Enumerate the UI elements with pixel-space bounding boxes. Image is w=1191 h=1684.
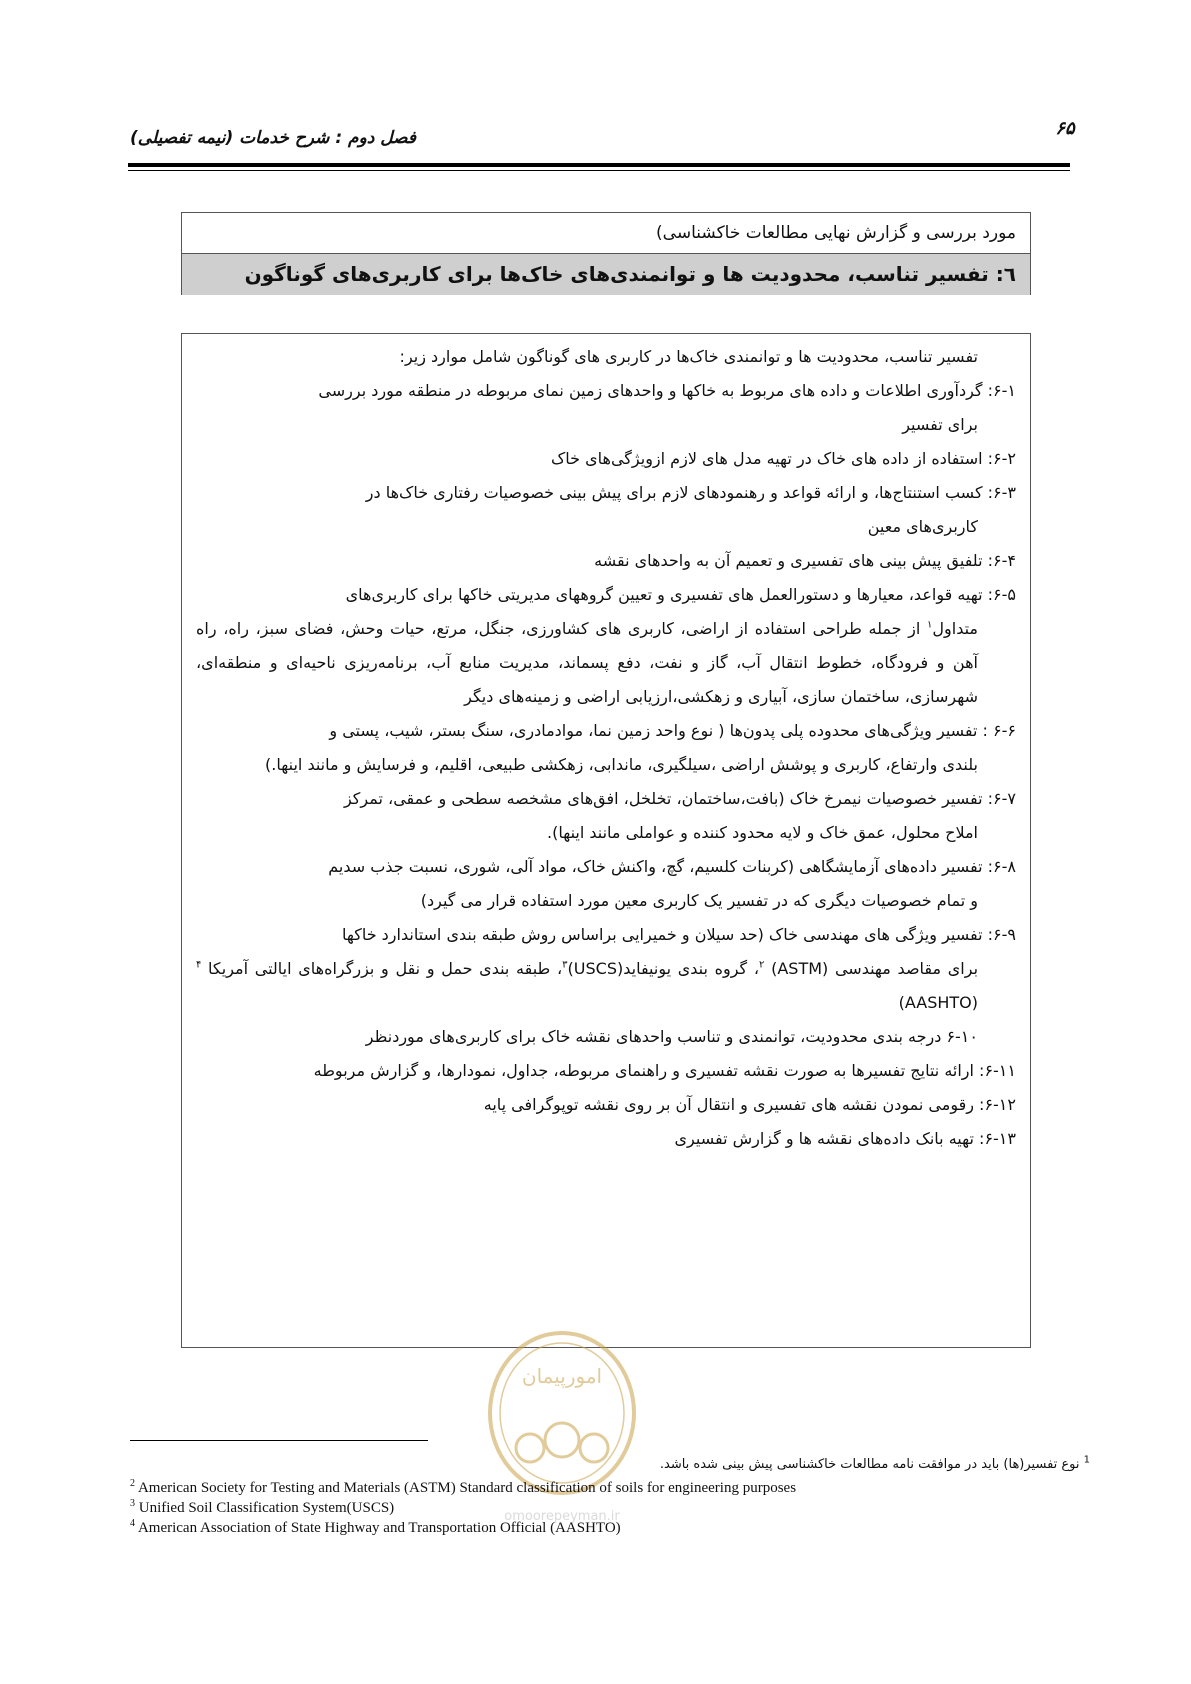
watermark-url: omoorepeyman.ir (504, 1509, 620, 1524)
header-rule-thin (128, 170, 1070, 171)
footnote-3 (130, 1498, 1090, 1518)
item-first-line: ۶-۱۱: ارائه نتایج تفسیرها به صورت نقشه تفسیری و راهنمای مربوطه، جداول، نمودارها، و گزارش مربوطه (313, 1061, 1016, 1080)
item-continuation: برای تفسیر (902, 415, 978, 434)
item-text: برای مقاصد مهندسی (ASTM) (764, 959, 979, 978)
item-continuation (196, 952, 1016, 1020)
list-item (196, 782, 1016, 850)
item-first-line: ۶-۱: گردآوری اطلاعات و داده های مربوط به خاکها و واحدهای زمین نمای مربوطه در منطقه مورد بررسی (318, 381, 1016, 400)
item-first-line: ۶-۲: استفاده از داده های خاک در تهیه مدل های لازم ازویژگی‌های خاک (550, 449, 1016, 468)
item-first-line: ۶-۶ : تفسیر ویژگی‌های محدوده پلی پدون‌ها ( نوع واحد زمین نما، موادمادری، سنگ بستر، شیب، پستی و (329, 721, 1016, 740)
page-number: ۶۵ (1055, 118, 1075, 139)
content-intro: تفسیر تناسب، محدودیت ها و توانمندی خاک‌ها در کاربری های گوناگون شامل موارد زیر: (399, 347, 978, 366)
list-item (196, 374, 1016, 442)
footnote-text: American Society for Testing and Materials (ASTM) Standard classification of soils for engineering purposes (137, 1480, 797, 1496)
item-continuation: املاح محلول، عمق خاک و لایه محدود کننده و عواملی مانند اینها). (546, 823, 978, 842)
item-first-line: ۶-۹: تفسیر ویژگی های مهندسی خاک (حد سیلان و خمیرایی براساس روش طبقه بندی استاندارد خاکها (341, 925, 1016, 944)
list-item (196, 1122, 1016, 1156)
item-first-line: ۶-۱۳: تهیه بانک داده‌های نقشه ها و گزارش تفسیری (674, 1129, 1016, 1148)
footnote-text: Unified Soil Classification System(USCS) (138, 1500, 395, 1516)
section-continuation: مورد بررسی و گزارش نهایی مطالعات خاکشناسی) (656, 223, 1016, 243)
footnote-4 (130, 1518, 1090, 1538)
footnote-ref[interactable]: ۱ (927, 619, 933, 631)
footnote-mark: 3 (130, 1498, 135, 1509)
list-item (196, 1088, 1016, 1122)
footnote-mark: 2 (130, 1478, 135, 1489)
footnote-mark: 1 (1083, 1454, 1090, 1466)
footnote-text: American Association of State Highway and Transportation Official (AASHTO) (137, 1520, 621, 1536)
footnote-mark: 4 (130, 1518, 135, 1529)
footnote-1 (130, 1452, 1090, 1478)
footnotes (130, 1452, 1090, 1538)
section-box (181, 212, 1031, 295)
footnote-rule (130, 1440, 428, 1441)
content-box (181, 333, 1031, 1348)
item-continuation: بلندی وارتفاع، کاربری و پوشش اراضی ،سیلگیری، ماندابی، زهکشی طبیعی، اقلیم، و فرسایش و مانند اینها.) (265, 755, 978, 774)
list-item (196, 714, 1016, 782)
list-item (196, 1020, 1016, 1054)
item-continuation: و تمام خصوصیات دیگری که در تفسیر یک کاربری معین مورد استفاده قرار می گیرد) (420, 891, 978, 910)
footnote-text: نوع تفسیر(ها) باید در موافقت نامه مطالعات خاکشناسی پیش بینی شده باشد. (659, 1457, 1080, 1472)
item-first-line: ۶-۷: تفسیر خصوصیات نیمرخ خاک (بافت،ساختمان، تخلخل، افق‌های مشخصه سطحی و عمقی، تمرکز (343, 789, 1016, 808)
header-rule (128, 163, 1070, 167)
footnote-ref[interactable]: ۴ (196, 959, 202, 971)
item-first-line: ۶-۱۰ درجه بندی محدودیت، توانمندی و تناسب واحدهای نقشه خاک برای کاربری‌های موردنظر (365, 1027, 978, 1046)
list-item (196, 578, 1016, 714)
item-first-line: ۶-۸: تفسیر داده‌های آزمایشگاهی (کربنات کلسیم، گچ، واکنش خاک، مواد آلی، شوری، نسبت جذب سدیم (328, 857, 1016, 876)
header-title: فصل دوم : شرح خدمات (نیمه تفصیلی) (130, 128, 417, 148)
item-first-line: ۶-۱۲: رقومی نمودن نقشه های تفسیری و انتقال آن بر روی نقشه توپوگرافی پایه (483, 1095, 1016, 1114)
watermark-text: امورپیمان (521, 1364, 603, 1388)
item-first-line: ۶-۵: تهیه قواعد، معیارها و دستورالعمل های تفسیری و تعیین گروههای مدیریتی خاکها برای کاربری‌های (345, 585, 1016, 604)
footnote-ref[interactable]: ۲ (759, 959, 765, 971)
footnote-ref[interactable]: ۳ (562, 959, 568, 971)
item-text: ، گروه بندی یونیفاید(USCS) (567, 959, 760, 978)
item-text: (AASHTO) (898, 993, 978, 1012)
list-item (196, 442, 1016, 476)
list-item (196, 544, 1016, 578)
section-heading: ٦: تفسیر تناسب، محدودیت ها و توانمندی‌های خاک‌ها برای کاربری‌های گوناگون (182, 253, 1030, 295)
item-text: از جمله طراحی استفاده از اراضی، کاربری های کشاورزی، جنگل، مرتع، حیات وحش، فضای سبز، راه، راه آهن و فرودگاه، خطوط انتقال آب، گاز و نفت، دفع پسماند، مدیریت منابع آب، برنامه‌ریزی ناحیه‌ای و منطقه‌ای، شهرسازی، ساختمان سازی، آبیاری و زهکشی،ارزیابی اراضی و زمینه‌های دیگر (196, 619, 978, 706)
content-list (196, 374, 1016, 1156)
list-item (196, 850, 1016, 918)
item-continuation: کاربری‌های معین (867, 517, 978, 536)
list-item (196, 476, 1016, 544)
list-item (196, 918, 1016, 1020)
item-text: ، طبقه بندی حمل و نقل و بزرگراه‌های ایالتی آمریکا (201, 959, 563, 978)
item-continuation (196, 612, 1016, 714)
list-item (196, 1054, 1016, 1088)
item-first-line: ۶-۳: کسب استنتاج‌ها، و ارائه قواعد و رهنمودهای لازم برای پیش بینی خصوصیات رفتاری خاک‌ها در (365, 483, 1016, 502)
item-first-line: ۶-۴: تلفیق پیش بینی های تفسیری و تعمیم آن به واحدهای نقشه (594, 551, 1016, 570)
footnote-2 (130, 1478, 1090, 1498)
item-text: متداول (932, 619, 978, 638)
